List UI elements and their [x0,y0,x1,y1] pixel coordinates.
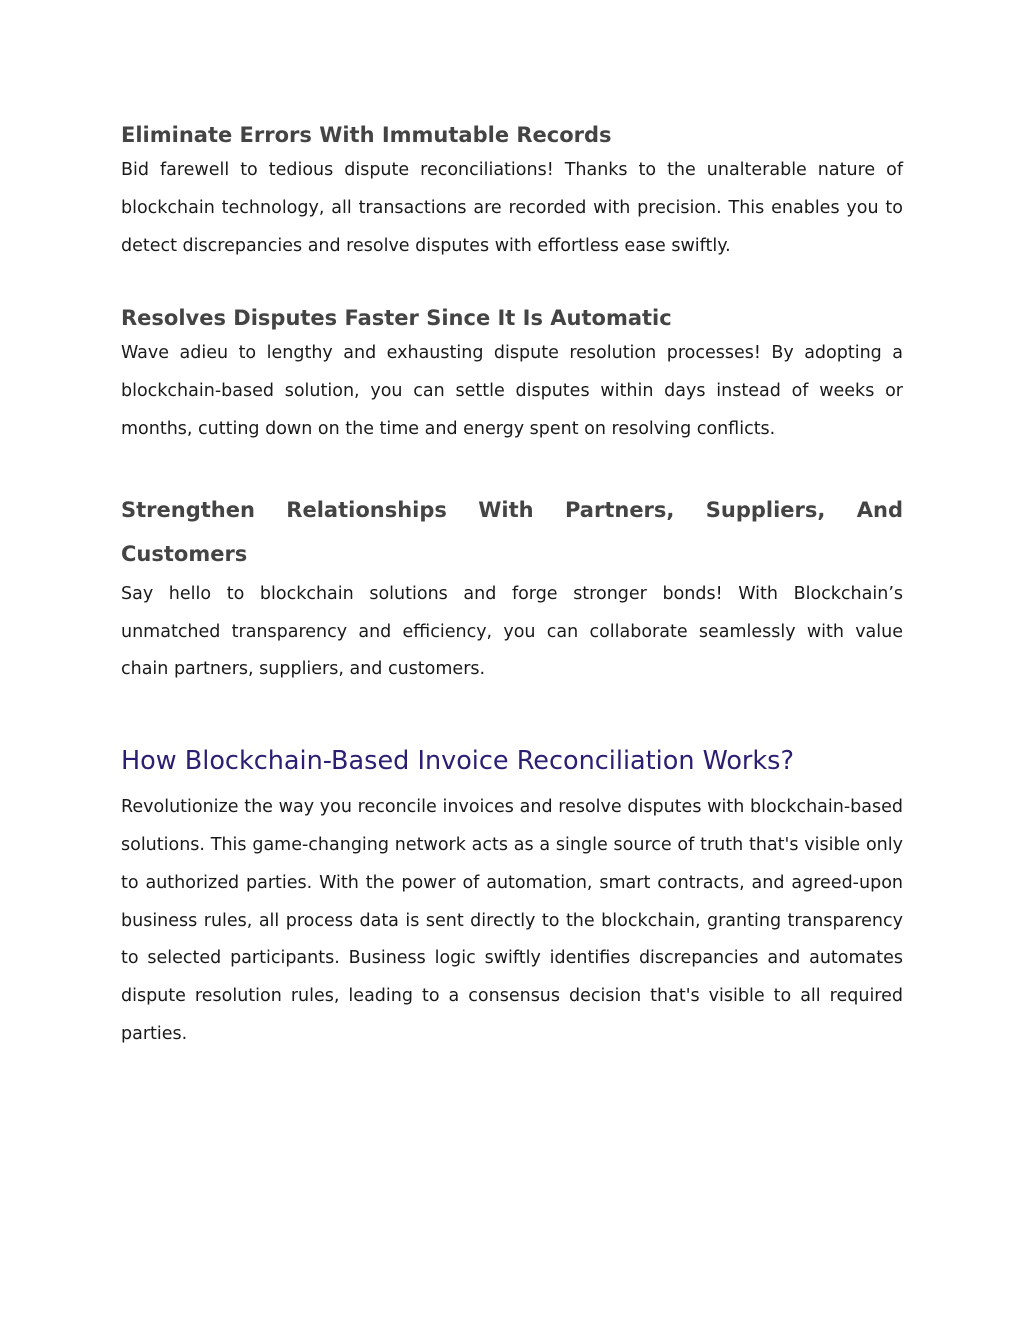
section-eliminate-errors [121,118,903,265]
section-strengthen-relationships [121,488,903,689]
document-page [121,118,903,1054]
section-title-line-1: Strengthen Relationships With Partners, Suppliers, And [121,497,903,522]
main-section-body: Revolutionize the way you reconcile invoices and resolve disputes with blockchain-based solutions. This game-changing network acts as a single source of truth that's visible only to authorized parties. With the power of automation, smart contracts, and agreed-upon business rules, all process data is sent directly to the blockchain, granting transparency to selected participants. Business logic swiftly identifies discrepancies and automates dispute resolution rules, leading to a consensus decision that's visible to all required parties. [121,797,903,1044]
section-how-it-works [121,741,903,1054]
section-resolves-disputes [121,301,903,448]
main-section-title: How Blockchain-Based Invoice Reconciliation Works? [121,746,794,777]
section-title-line-2: Customers [121,541,248,566]
section-body: Say hello to blockchain solutions and forge stronger bonds! With Blockchain’s unmatched transparency and efficiency, you can collaborate seamlessly with value chain partners, suppliers, and customers. [121,583,903,680]
section-body: Wave adieu to lengthy and exhausting dispute resolution processes! By adopting a blockchain-based solution, you can settle disputes within days instead of weeks or months, cutting down on the time and energy spent on resolving conflicts. [121,343,903,439]
section-body: Bid farewell to tedious dispute reconciliations! Thanks to the unalterable nature of blockchain technology, all transactions are recorded with precision. This enables you to detect discrepancies and resolve disputes with effortless ease swiftly. [121,160,903,256]
section-title: Eliminate Errors With Immutable Records [121,123,612,147]
section-title [121,488,903,576]
section-title: Resolves Disputes Faster Since It Is Automatic [121,306,672,331]
